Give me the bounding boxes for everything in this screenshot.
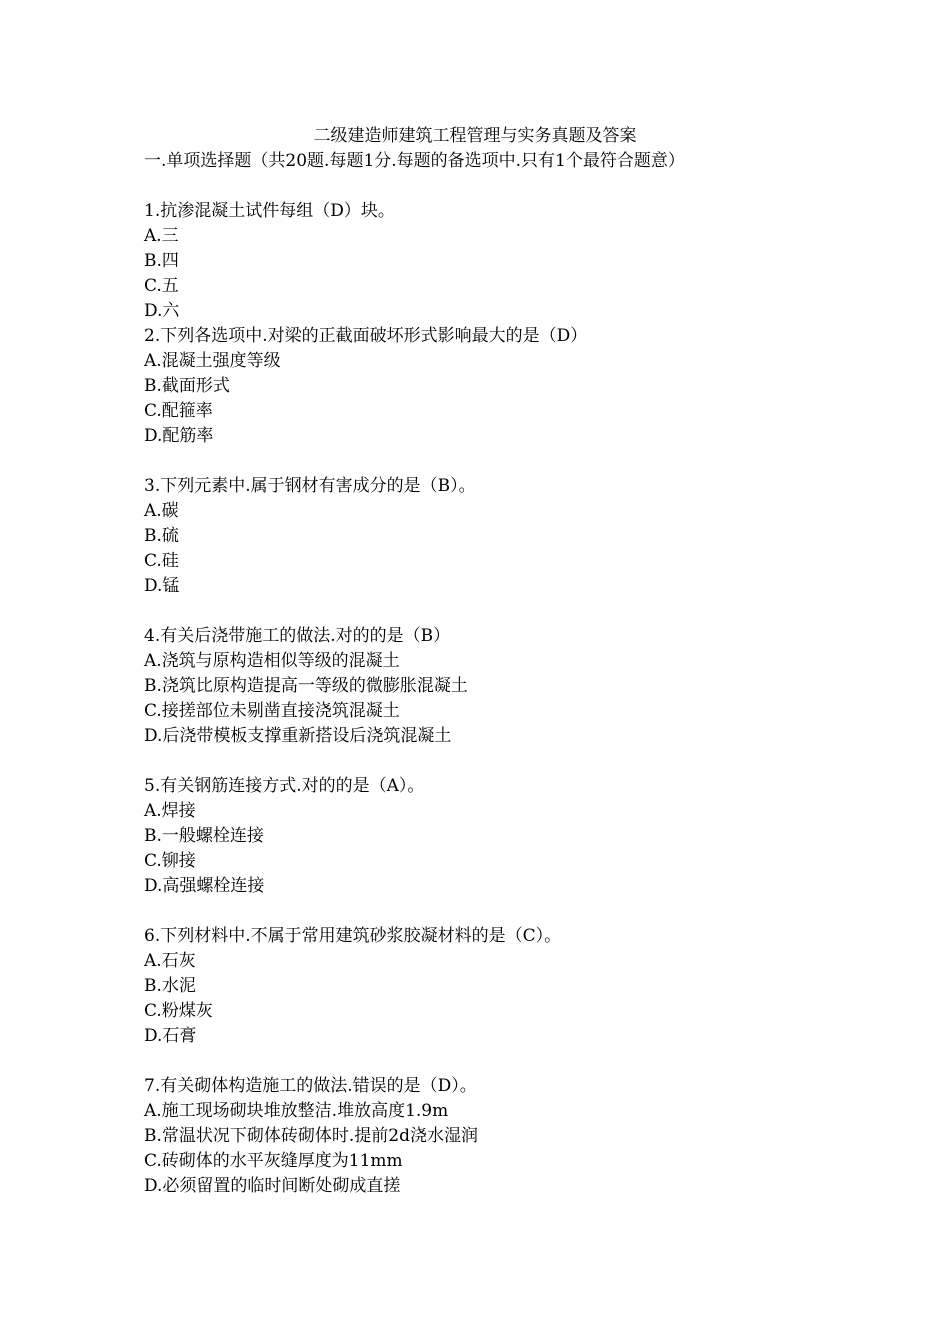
question-stem: 6.下列材料中.不属于常用建筑砂浆胶凝材料的是（C）。 (144, 926, 562, 946)
option-d: D.六 (144, 301, 180, 321)
question-2 (144, 324, 904, 449)
option-a: A.浇筑与原构造相似等级的混凝土 (144, 651, 400, 671)
option-d: D.配筋率 (144, 426, 214, 446)
option-b: B.水泥 (144, 976, 196, 996)
question-stem: 4.有关后浇带施工的做法.对的的是（B） (144, 626, 451, 646)
option-d: D.锰 (144, 576, 180, 596)
option-b: B.一般螺栓连接 (144, 826, 264, 846)
option-d: D.高强螺栓连接 (144, 876, 265, 896)
option-c: C.粉煤灰 (144, 1001, 213, 1021)
option-a: A.三 (144, 226, 179, 246)
question-list (144, 199, 904, 1199)
section-heading: 一.单项选择题（共20题.每题1分.每题的备选项中.只有1个最符合题意） (144, 151, 685, 171)
option-a: A.混凝土强度等级 (144, 351, 281, 371)
question-4 (144, 624, 904, 749)
document-title: 二级建造师建筑工程管理与实务真题及答案 (313, 126, 637, 146)
option-a: A.碳 (144, 501, 179, 521)
option-c: C.配箍率 (144, 401, 213, 421)
option-b: B.截面形式 (144, 376, 230, 396)
question-5 (144, 774, 904, 899)
option-d: D.石膏 (144, 1026, 197, 1046)
question-stem: 5.有关钢筋连接方式.对的的是（A）。 (144, 776, 425, 796)
option-c: C.五 (144, 276, 179, 296)
option-c: C.铆接 (144, 851, 196, 871)
option-c: C.硅 (144, 551, 179, 571)
option-d: D.必须留置的临时间断处砌成直搓 (144, 1176, 401, 1196)
question-stem: 1.抗渗混凝土试件每组（D）块。 (144, 201, 395, 221)
question-3 (144, 474, 904, 599)
option-a: A.施工现场砌块堆放整洁.堆放高度1.9m (144, 1101, 449, 1121)
option-d: D.后浇带模板支撑重新搭设后浇筑混凝土 (144, 726, 452, 746)
option-a: A.石灰 (144, 951, 196, 971)
option-b: B.四 (144, 251, 179, 271)
option-c: C.接搓部位未剔凿直接浇筑混凝土 (144, 701, 400, 721)
question-stem: 3.下列元素中.属于钢材有害成分的是（B）。 (144, 476, 476, 496)
option-b: B.硫 (144, 526, 179, 546)
question-7 (144, 1074, 904, 1199)
option-c: C.砖砌体的水平灰缝厚度为11mm (144, 1151, 403, 1171)
option-b: B.常温状况下砌体砖砌体时.提前2d浇水湿润 (144, 1126, 478, 1146)
question-stem: 2.下列各选项中.对梁的正截面破坏形式影响最大的是（D） (144, 326, 588, 346)
question-1 (144, 199, 904, 324)
question-stem: 7.有关砌体构造施工的做法.错误的是（D）。 (144, 1076, 477, 1096)
option-b: B.浇筑比原构造提高一等级的微膨胀混凝土 (144, 676, 468, 696)
option-a: A.焊接 (144, 801, 196, 821)
question-6 (144, 924, 904, 1049)
